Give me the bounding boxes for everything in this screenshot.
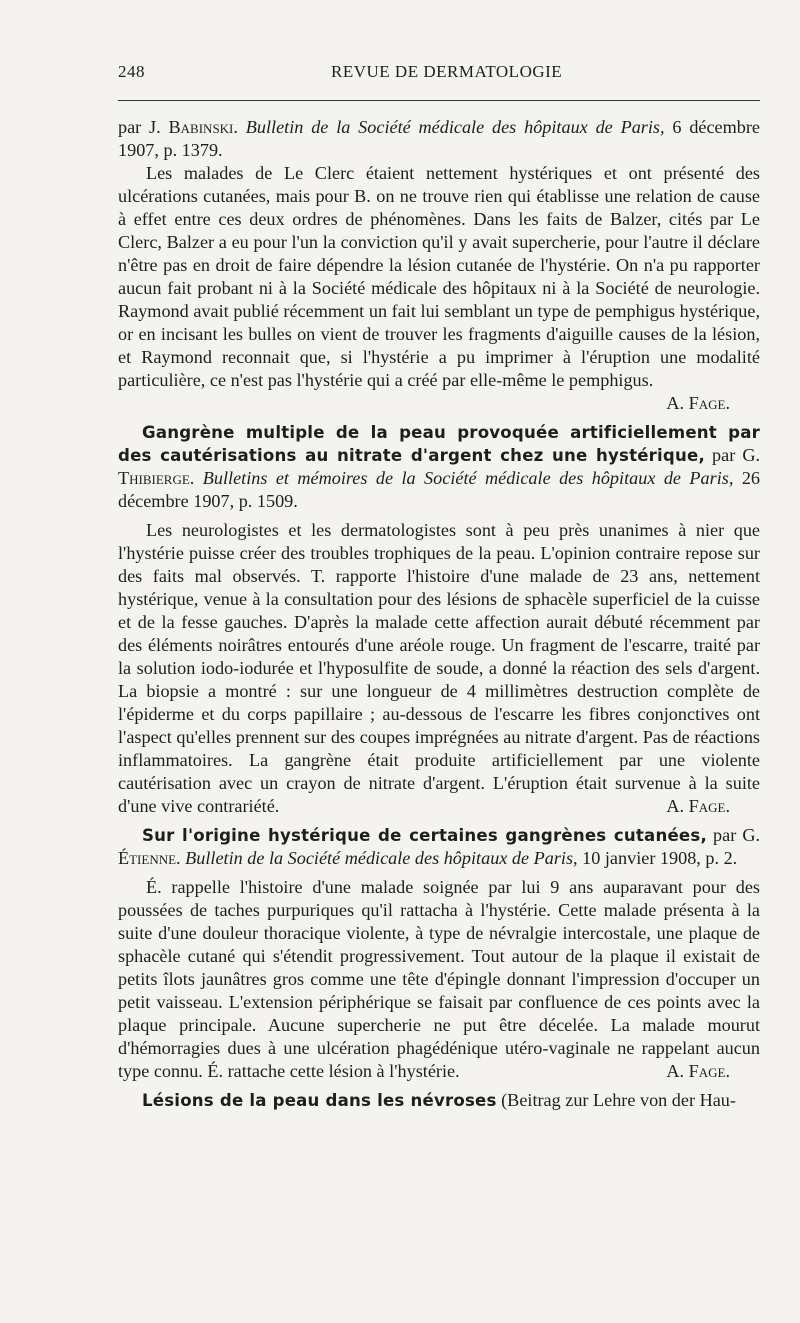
abstract-paragraph [118, 519, 760, 818]
section-by: par G. [706, 825, 761, 845]
section-title: Lésions de la peau dans les névroses [142, 1091, 497, 1110]
page-number: 248 [118, 62, 145, 81]
section-journal: Bulletins et mémoires de la Société médicale des hôpitaux de Paris, [202, 468, 734, 488]
signature: A. Fage. [666, 796, 730, 816]
abstract-text: Les neurologistes et les dermatologistes sont à peu près unanimes à nier que l'hystérie puisse créer des troubles trophiques de la peau. L'opinion contraire repose sur des faits mal observés. T. rapporte l'histoire d'une malade de 23 ans, nettement hystérique, venue à la consultation pour des lésions de sphacèle superficiel de la cuisse et de la fesse gauches. D'après la malade cette affection aurait débuté récemment par des éléments noirâtres entourés d'une aréole rouge. Un fragment de l'escarre, traité par la solution iodo-iodurée et l'hyposulfite de soude, a donné la réaction des sels d'argent. La biopsie a montré : sur une longueur de 4 millimètres destruction complète de l'épiderme et du corps papillaire ; au-dessous de l'escarre les fibres conjonctives ont l'aspect qu'elles prennent sur des coupes imprégnées au nitrate d'argent. Pas de réactions inflammatoires. La gangrène était produite artificiellement par une violente cautérisation avec un crayon de nitrate d'argent. L'éruption était survenue à la suite d'une vive contrariété. [118, 520, 760, 816]
intro-lead: par J. [118, 117, 169, 137]
section-tail: (Beitrag zur Lehre von der Hau- [496, 1090, 736, 1110]
section-title: Gangrène multiple de la peau provoquée artificiellement par des cautérisations au nitrate d'argent chez une hystérique, [118, 423, 760, 465]
intro-dot: . [233, 117, 246, 137]
article-body [118, 116, 760, 1118]
intro-citation [118, 116, 760, 162]
running-title: REVUE DE DERMATOLOGIE [331, 62, 563, 81]
abstract-paragraph [118, 876, 760, 1083]
intro-tail: 6 décembre 1907, p. 1379. [118, 117, 760, 160]
header-rule [118, 100, 760, 101]
abstract-paragraph [118, 162, 760, 415]
signature: A. Fage. [666, 393, 730, 413]
section-author: Étienne [118, 848, 177, 868]
section-tail: 26 décembre 1907, p. 1509. [118, 468, 761, 511]
section-heading [118, 1089, 760, 1112]
section-dot: . [176, 848, 186, 868]
abstract-text: Les malades de Le Clerc étaient nettement hystériques et ont présenté des ulcérations cutanées, mais pour B. on ne trouve rien qui établisse une relation de cause à effet entre ces deux ordres de phénomènes. Dans les faits de Balzer, cités par Le Clerc, Balzer a eu pour l'un la conviction qu'il y avait supercherie, pour l'autre il déclare n'être pas en droit de faire dépendre la lésion cutanée de l'hystérie. On n'a pu rapporter aucun fait probant ni à la Société médicale des hôpitaux ni à la Société de neurologie. Raymond avait publié récemment un fait lui semblant un type de pemphigus hystérique, or en incisant les bulles on vient de trouver les fragments d'aiguille causes de la lésion, et Raymond reconnait que, si l'hystérie a pu imprimer à l'éruption une modalité particulière, ce n'est pas l'hystérie qui a créé par elle-même le pemphigus. [118, 163, 760, 390]
section-tail: 10 janvier 1908, p. 2. [577, 848, 738, 868]
section-journal: Bulletin de la Société médicale des hôpitaux de Paris, [185, 848, 578, 868]
section-by: par G. [704, 445, 760, 465]
signature: A. Fage. [666, 1061, 730, 1081]
section-dot: . [189, 468, 203, 488]
section-author: Thibierge [118, 468, 190, 488]
section-heading [118, 421, 760, 513]
abstract-text: É. rappelle l'histoire d'une malade soignée par lui 9 ans auparavant pour des poussées de taches purpuriques qu'il rattacha à l'hystérie. Cette malade présenta à la suite d'une douleur thoracique violente, à type de névralgie intercostale, une plaque de sphacèle cutané qui s'étendit progressivement. Tout autour de la plaque il existait de petits îlots jaunâtres gros comme une tête d'épingle donnant l'impression d'occuper un petit vaisseau. L'extension périphérique se faisait par confluence de ces points avec la plaque principale. Aucune supercherie ne put être décelée. La malade mourut d'hémorragies dues à une ulcération phagédénique utéro-vaginale ne rappelant aucun type connu. É. rattache cette lésion à l'hystérie. [118, 877, 760, 1081]
section-heading [118, 824, 760, 870]
section-title: Sur l'origine hystérique de certaines gangrènes cutanées, [142, 826, 707, 845]
page-header [118, 58, 760, 86]
intro-author: Babinski [168, 117, 234, 137]
intro-journal: Bulletin de la Société médicale des hôpitaux de Paris, [245, 117, 665, 137]
